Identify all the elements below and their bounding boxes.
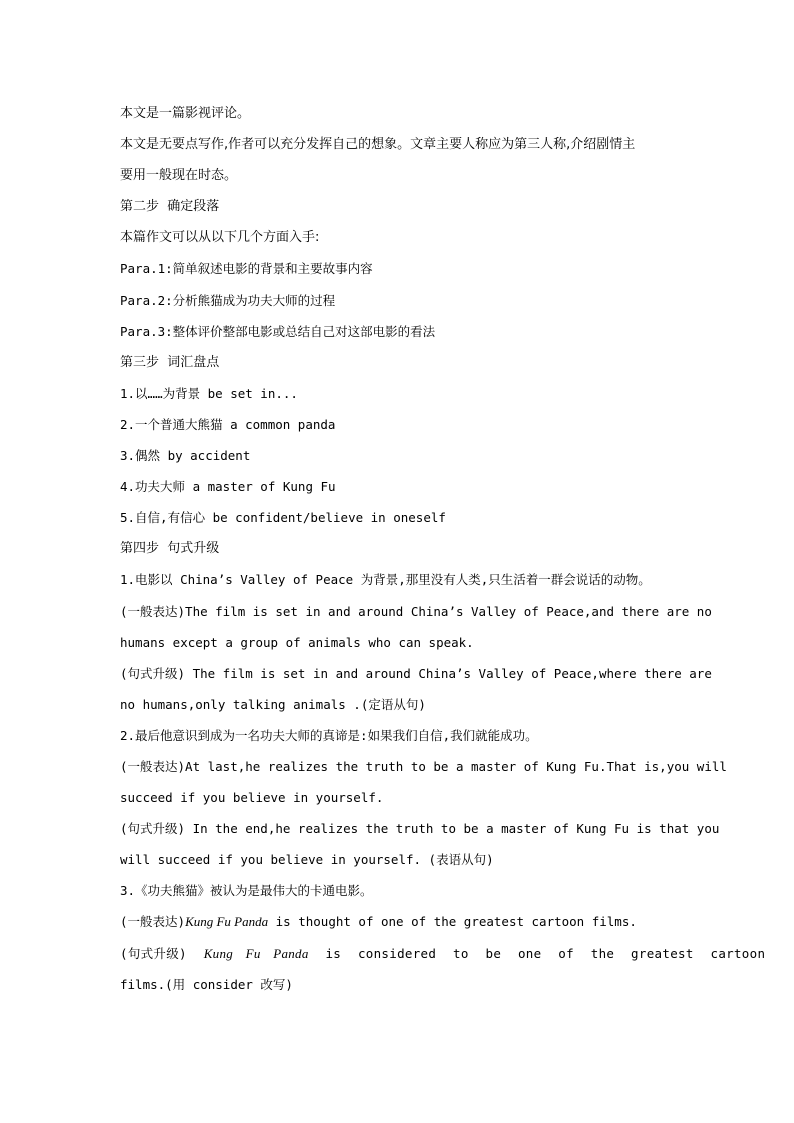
vocab-item-3: 3.偶然 by accident: [120, 448, 251, 464]
sentence1-upgrade-a: (句式升级) The film is set in and around China’s Valley of Peace,where there are: [120, 665, 712, 681]
movie-title: Kung Fu Panda: [203, 945, 309, 961]
sentence2-upgrade-a: (句式升级) In the end,he realizes the truth to be a master of Kung Fu is that you: [120, 821, 720, 837]
movie-title: Kung Fu Panda: [185, 914, 269, 930]
sentence3-upgrade-b: films.(用 consider 改写): [120, 976, 293, 992]
sentence2-plain-b: succeed if you believe in yourself.: [120, 790, 384, 806]
sentence1-plain-a: (一般表达)The film is set in and around China’s Valley of Peace,and there are no: [120, 603, 712, 619]
para3-line: Para.3:整体评价整部电影或总结自己对这部电影的看法: [120, 323, 436, 339]
sentence2-upgrade-b: will succeed if you believe in yourself. (表语从句): [120, 852, 494, 868]
vocab-item-1: 1.以……为背景 be set in...: [120, 385, 298, 401]
sentence2-plain-a: (一般表达)At last,he realizes the truth to be a master of Kung Fu.That is,you will: [120, 758, 727, 774]
sentence3-chinese: 3.《功夫熊猫》被认为是最伟大的卡通电影。: [120, 883, 373, 899]
sentence3-plain: [120, 906, 676, 937]
step2-intro: 本篇作文可以从以下几个方面入手:: [120, 230, 320, 246]
document-page: [120, 98, 766, 1000]
sentence1-chinese: 1.电影以 China’s Valley of Peace 为背景,那里没有人类,只生活着一群会说话的动物。: [120, 572, 651, 588]
sentence1-plain-b: humans except a group of animals who can speak.: [120, 634, 474, 650]
sentence3-plain-rest: is thought of one of the greatest cartoon films.: [268, 914, 637, 930]
sentence3-upgrade-a: [120, 938, 766, 969]
sentence3-upgrade-rest: is considered to be one of the greatest cartoon: [308, 945, 766, 961]
vocab-item-2: 2.一个普通大熊猫 a common panda: [120, 416, 336, 432]
sentence3-plain-prefix: (一般表达): [120, 914, 186, 930]
sentence2-chinese: 2.最后他意识到成为一名功夫大师的真谛是:如果我们自信,我们就能成功。: [120, 727, 538, 743]
para2-line: Para.2:分析熊猫成为功夫大师的过程: [120, 292, 336, 308]
step4-heading: 第四步 句式升级: [120, 541, 220, 557]
step2-heading: 第二步 确定段落: [120, 199, 220, 215]
sentence1-upgrade-b: no humans,only talking animals .(定语从句): [120, 696, 426, 712]
para1-line: Para.1:简单叙述电影的背景和主要故事内容: [120, 261, 373, 277]
sentence3-upgrade-prefix: (句式升级): [120, 945, 204, 961]
vocab-item-5: 5.自信,有信心 be confident/believe in oneself: [120, 510, 446, 526]
guide-line-2: 要用一般现在时态。: [120, 168, 238, 184]
step3-heading: 第三步 词汇盘点: [120, 354, 220, 370]
intro-line: 本文是一篇影视评论。: [120, 106, 251, 121]
vocab-item-4: 4.功夫大师 a master of Kung Fu: [120, 479, 336, 495]
guide-line-1: 本文是无要点写作,作者可以充分发挥自己的想象。文章主要人称应为第三人称,介绍剧情主: [120, 137, 636, 153]
